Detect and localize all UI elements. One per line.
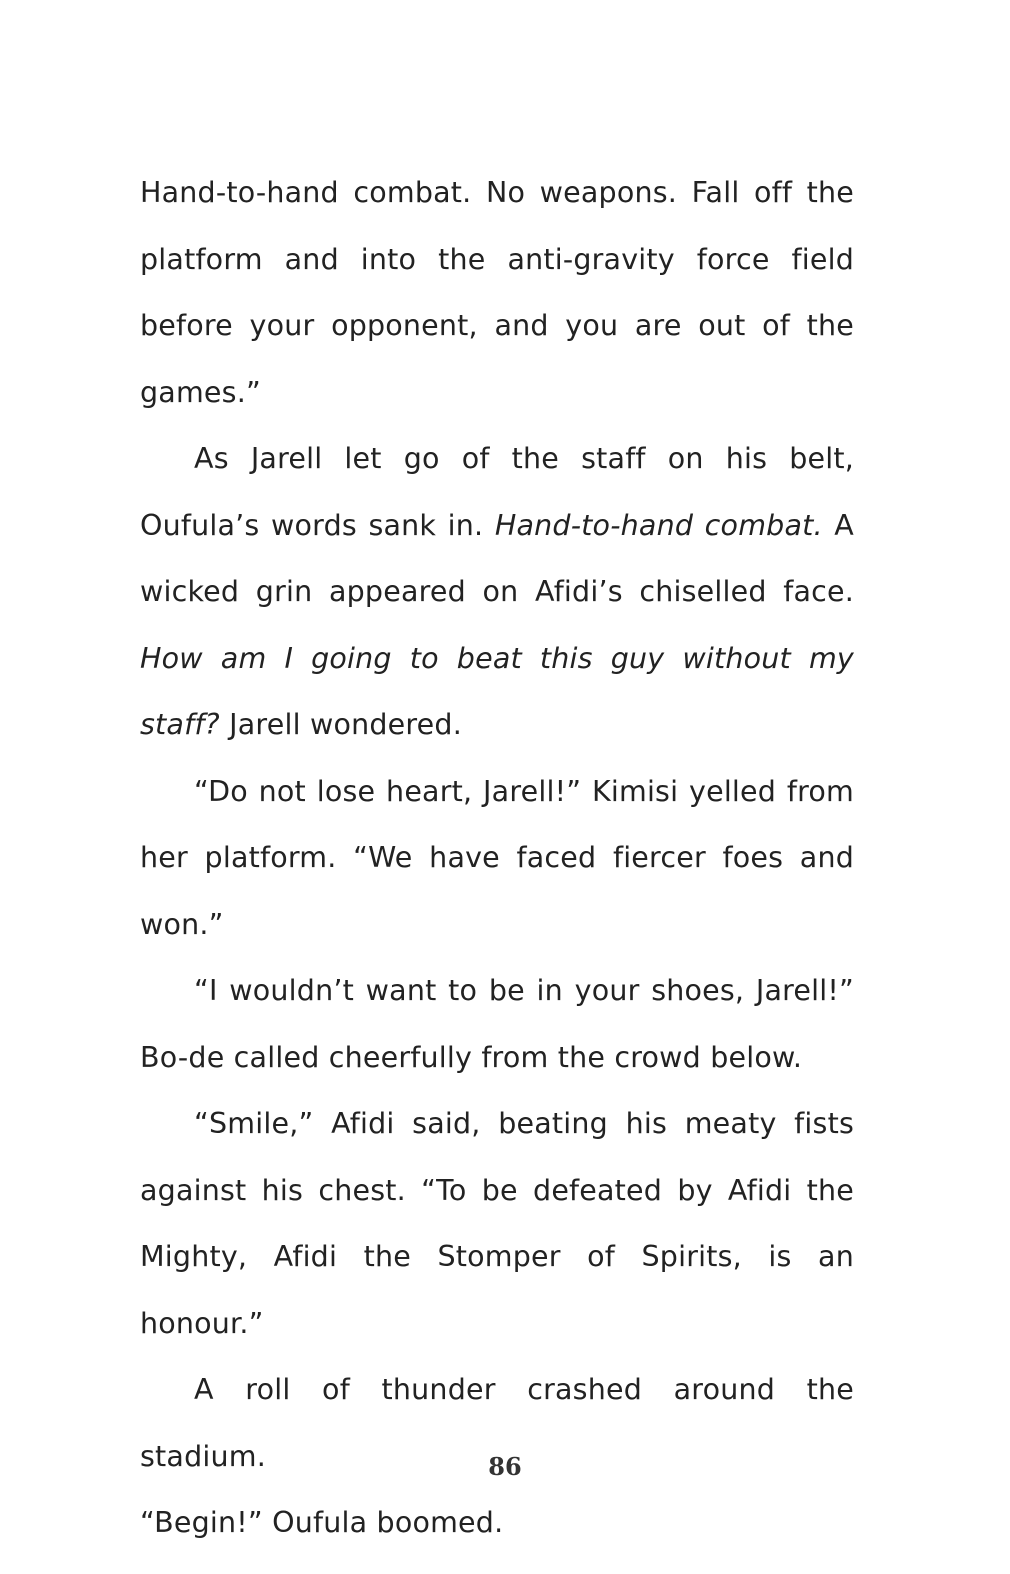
page-number: 86 [488,1452,522,1481]
paragraph-7-text: “Begin!” Oufula boomed. [140,1506,504,1539]
paragraph-1 [140,160,854,426]
paragraph-5 [140,1091,854,1357]
paragraph-4 [140,958,854,1091]
paragraph-4-text: “I wouldn’t want to be in your shoes, Jarell!” Bo-de called cheerfully from the crowd below. [140,974,854,1074]
paragraph-5-text: “Smile,” Afidi said, beating his meaty fists against his chest. “To be defeated by Afidi the Mighty, Afidi the Stomper of Spirits, is an honour.” [140,1107,854,1340]
paragraph-2-text-b: A wicked grin appeared on Afidi’s chiselled face. [140,508,854,608]
body-text [140,160,854,1557]
paragraph-2-italic-b: How am I going to beat this guy without my staff? [140,641,854,741]
paragraph-2-text-c: Jarell wondered. [219,708,462,741]
paragraph-2-text-a: As Jarell let go of the staff on his belt, Oufula’s words sank in. [140,442,854,542]
paragraph-7 [140,1490,854,1557]
paragraph-3-text: “Do not lose heart, Jarell!” Kimisi yelled from her platform. “We have faced fiercer foes and won.” [140,774,854,941]
paragraph-3 [140,759,854,959]
paragraph-1-text: Hand-to-hand combat. No weapons. Fall off the platform and into the anti-gravity force field before your opponent, and you are out of the games.” [140,176,854,409]
paragraph-6-text: A roll of thunder crashed around the stadium. [140,1373,854,1473]
paragraph-2 [140,426,854,759]
paragraph-2-italic-a: Hand-to-hand combat. [494,508,823,542]
